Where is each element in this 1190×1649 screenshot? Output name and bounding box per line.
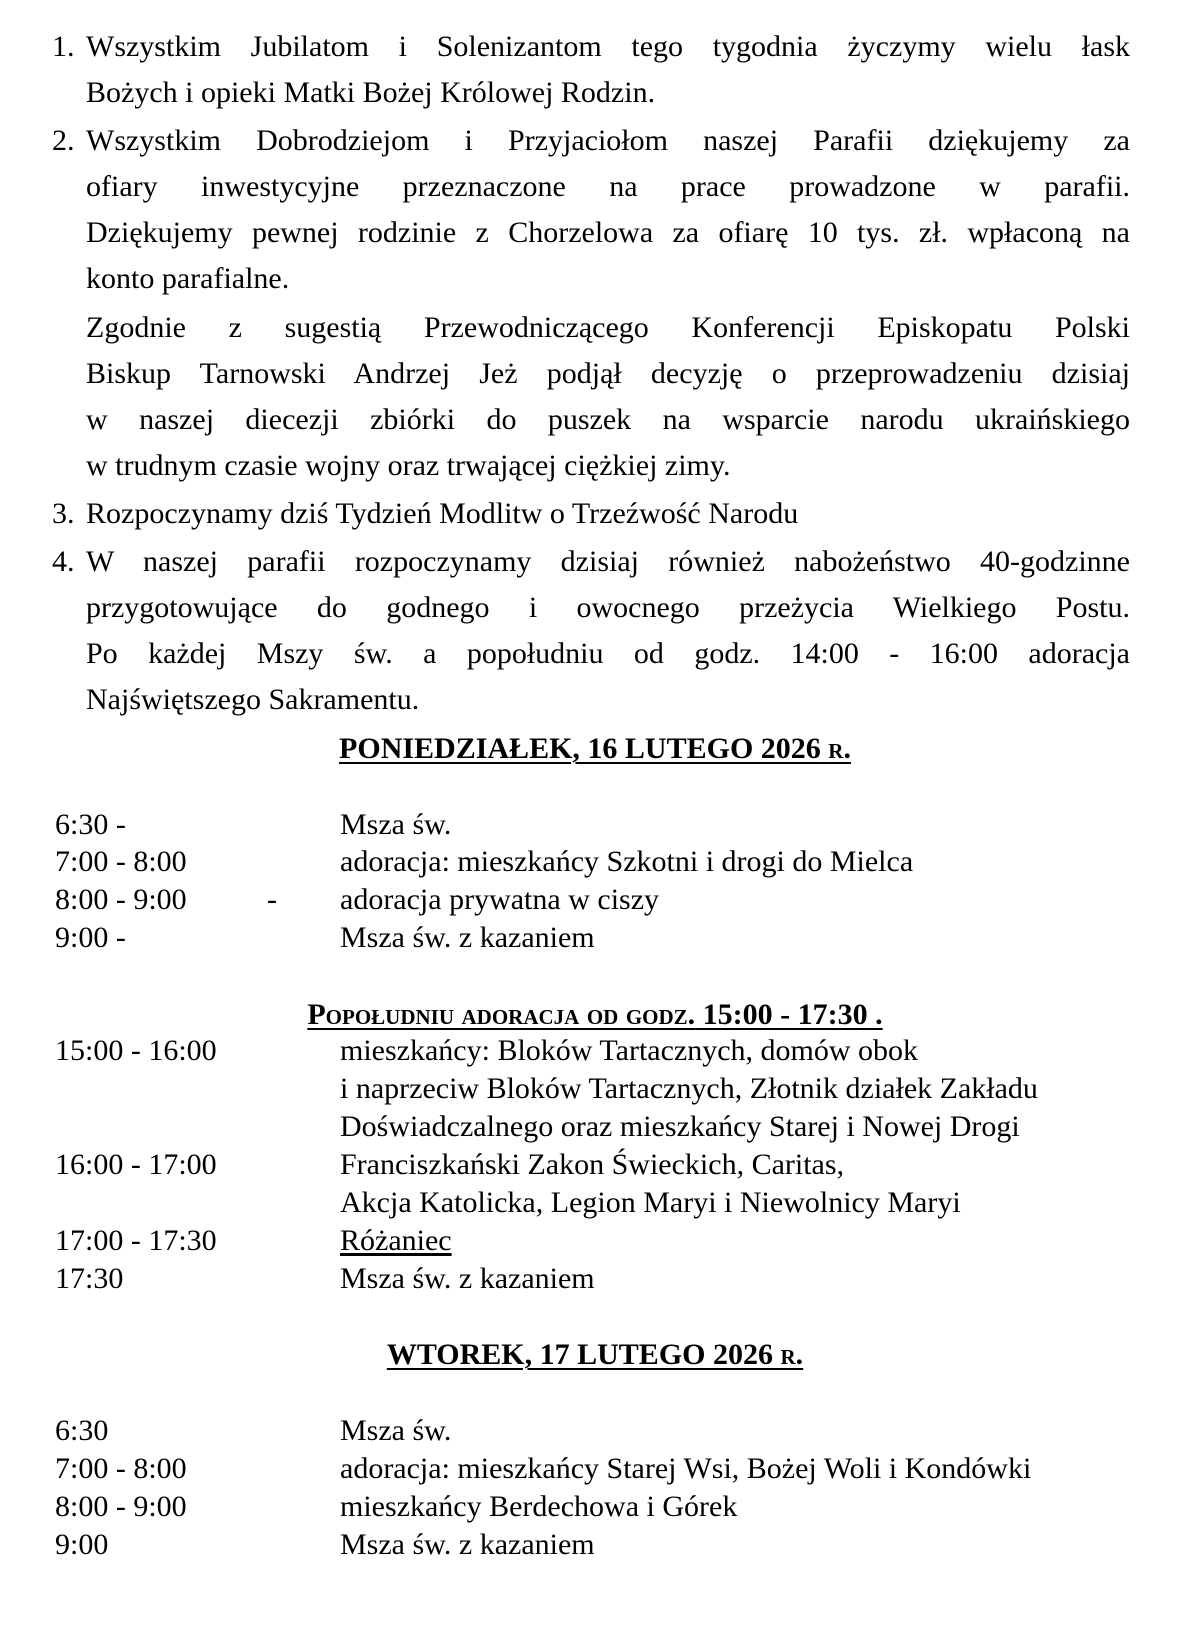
schedule-time: 9:00 xyxy=(55,1528,109,1561)
announcement-line: Biskup Tarnowski Andrzej Jeż podjął decyzję o przeprowadzeniu dzisiaj xyxy=(86,357,1130,390)
schedule-time: 15:00 - 16:00 xyxy=(55,1034,217,1067)
announcement-line: przygotowujące do godnego i owocnego przeżycia Wielkiego Postu. xyxy=(86,591,1130,624)
announcement-line: Wszystkim Dobrodziejom i Przyjaciołom naszej Parafii dziękujemy za xyxy=(86,124,1130,157)
announcement-number: 4. xyxy=(52,545,75,578)
tuesday-heading-suffix: r. xyxy=(780,1338,804,1371)
announcement-line: Bożych i opieki Matki Bożej Królowej Rodzin. xyxy=(86,76,656,109)
schedule-desc: Różaniec xyxy=(340,1224,452,1257)
monday-heading xyxy=(0,732,1190,766)
announcement-line: W naszej parafii rozpoczynamy dzisiaj również nabożeństwo 40-godzinne xyxy=(86,545,1130,578)
announcement-number: 1. xyxy=(52,30,75,63)
announcement-line: konto parafialne. xyxy=(86,262,290,295)
schedule-time: 16:00 - 17:00 xyxy=(55,1148,217,1181)
schedule-desc: Msza św. xyxy=(340,1414,452,1447)
announcement-line: w naszej diecezji zbiórki do puszek na wsparcie narodu ukraińskiego xyxy=(86,403,1130,436)
announcement-line: w trudnym czasie wojny oraz trwającej ciężkiej zimy. xyxy=(86,449,731,482)
announcement-line: Zgodnie z sugestią Przewodniczącego Konferencji Episkopatu Polski xyxy=(86,311,1130,344)
tuesday-heading xyxy=(0,1338,1190,1372)
announcement-line: Wszystkim Jubilatom i Solenizantom tego tygodnia życzymy wielu łask xyxy=(86,30,1130,63)
schedule-dash: - xyxy=(267,883,277,916)
schedule-time: 17:30 xyxy=(55,1262,124,1295)
schedule-desc: Akcja Katolicka, Legion Maryi i Niewolnicy Maryi xyxy=(340,1186,961,1219)
schedule-time: 8:00 - 9:00 xyxy=(55,1490,187,1523)
tuesday-heading-main: WTOREK, 17 LUTEGO 2026 xyxy=(386,1338,773,1371)
monday-heading-main: PONIEDZIAŁEK, 16 LUTEGO 2026 xyxy=(339,732,821,765)
announcement-line: Dziękujemy pewnej rodzinie z Chorzelowa za ofiarę 10 tys. zł. wpłaconą na xyxy=(86,216,1130,249)
schedule-desc: adoracja: mieszkańcy Szkotni i drogi do Mielca xyxy=(340,845,914,878)
schedule-desc: Msza św. z kazaniem xyxy=(340,1528,595,1561)
schedule-desc: Msza św. z kazaniem xyxy=(340,921,595,954)
announcement-line: ofiary inwestycyjne przeznaczone na prace prowadzone w parafii. xyxy=(86,170,1130,203)
schedule-desc: Doświadczalnego oraz mieszkańcy Starej i Nowej Drogi xyxy=(340,1110,1020,1143)
schedule-time: 6:30 - xyxy=(55,808,126,841)
announcement-line: Najświętszego Sakramentu. xyxy=(86,683,420,716)
announcement-line: Po każdej Mszy św. a popołudniu od godz. 14:00 - 16:00 adoracja xyxy=(86,637,1130,670)
schedule-time: 7:00 - 8:00 xyxy=(55,845,187,878)
afternoon-adoration-heading xyxy=(0,998,1190,1032)
schedule-desc: Franciszkański Zakon Świeckich, Caritas, xyxy=(340,1148,845,1181)
monday-heading-suffix: r. xyxy=(828,732,851,765)
schedule-desc: mieszkańcy Berdechowa i Górek xyxy=(340,1490,738,1523)
afternoon-heading-text: Popołudniu adoracja od godz. xyxy=(307,998,696,1031)
schedule-time: 7:00 - 8:00 xyxy=(55,1452,187,1485)
announcement-number: 3. xyxy=(52,497,75,530)
schedule-desc: i naprzeciw Bloków Tartacznych, Złotnik działek Zakładu xyxy=(340,1072,1038,1105)
schedule-time: 8:00 - 9:00 xyxy=(55,883,187,916)
schedule-time: 17:00 - 17:30 xyxy=(55,1224,217,1257)
schedule-desc: adoracja prywatna w ciszy xyxy=(340,883,660,916)
announcement-line: Rozpoczynamy dziś Tydzień Modlitw o Trzeźwość Narodu xyxy=(86,497,799,530)
afternoon-heading-hours: 15:00 - 17:30 . xyxy=(695,998,883,1031)
schedule-time: 6:30 xyxy=(55,1414,109,1447)
schedule-desc: mieszkańcy: Bloków Tartacznych, domów obok xyxy=(340,1034,919,1067)
schedule-desc: Msza św. z kazaniem xyxy=(340,1262,595,1295)
announcement-number: 2. xyxy=(52,124,75,157)
schedule-desc: adoracja: mieszkańcy Starej Wsi, Bożej Woli i Kondówki xyxy=(340,1452,1032,1485)
schedule-desc: Msza św. xyxy=(340,808,452,841)
schedule-time: 9:00 - xyxy=(55,921,126,954)
